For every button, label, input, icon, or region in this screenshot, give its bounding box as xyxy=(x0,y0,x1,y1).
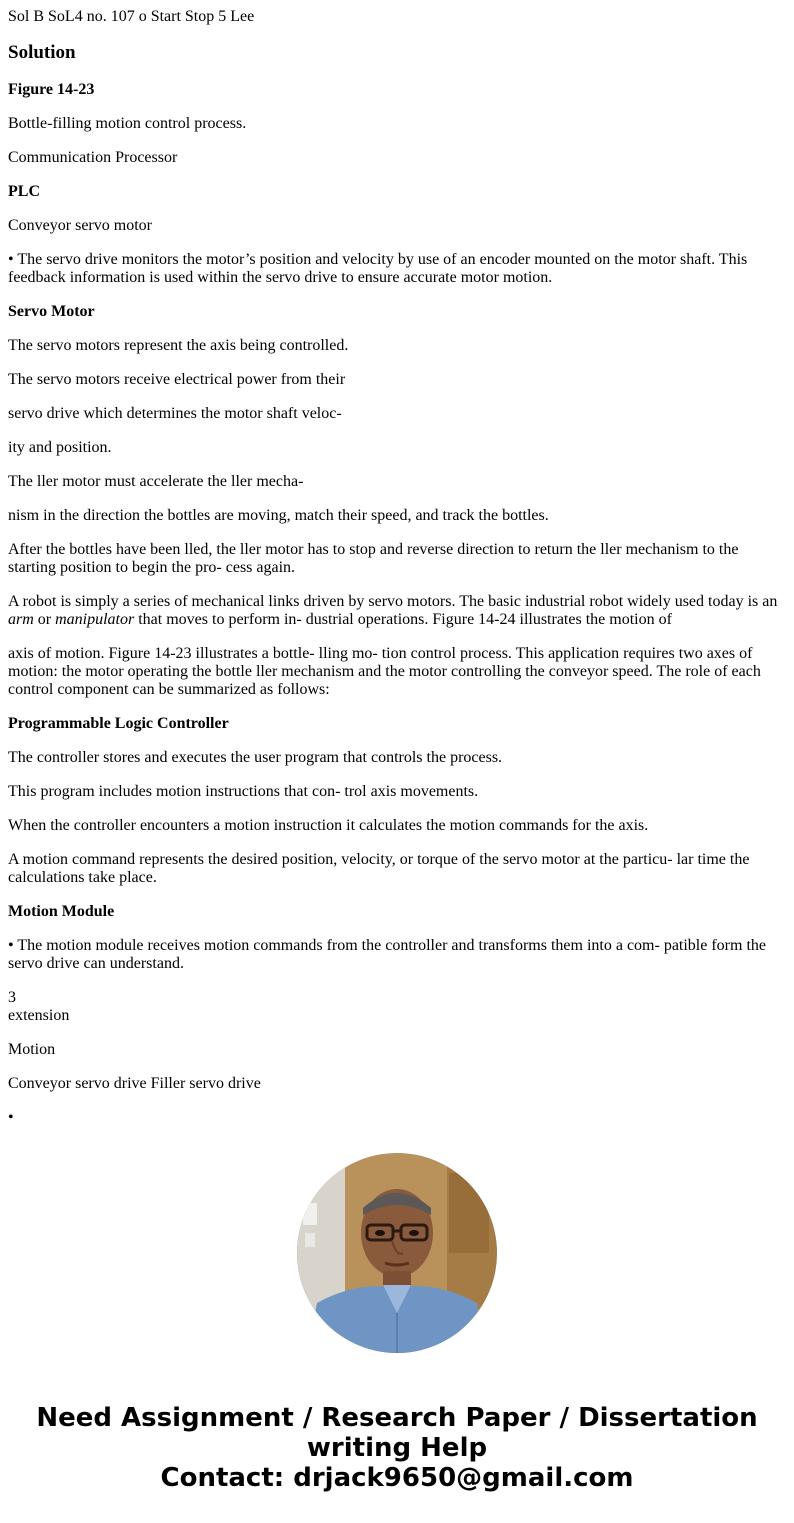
label-plc: PLC xyxy=(8,183,40,200)
servo-paragraph-2: The servo motors receive electrical power from their xyxy=(8,371,346,388)
motion-module-bullet: • The motion module receives motion commands from the controller and transforms them into a com- patible form the servo drive can understand. xyxy=(8,937,766,972)
servo-paragraph-3: servo drive which determines the motor shaft veloc- xyxy=(8,405,342,422)
robot-text-1: A robot is simply a series of mechanical links driven by servo motors. The basic industrial robot widely used today is an xyxy=(8,593,778,610)
footer-advertisement xyxy=(0,1403,794,1493)
motion-module-heading: Motion Module xyxy=(8,903,115,920)
footer-help-line: Need Assignment / Research Paper / Dissertation writing Help xyxy=(36,1403,758,1463)
servo-paragraph-7: After the bottles have been lled, the ller motor has to stop and reverse direction to return the ller mechanism to the starting position to begin the pro- cess again. xyxy=(8,541,739,576)
robot-emphasis-manipulator: manipulator xyxy=(55,611,135,628)
plc-paragraph-1: The controller stores and executes the user program that controls the process. xyxy=(8,749,503,766)
plc-heading: Programmable Logic Controller xyxy=(8,715,229,732)
label-servo-drives: Conveyor servo drive Filler servo drive xyxy=(8,1075,261,1092)
trailing-bullet: • xyxy=(8,1109,14,1126)
robot-text-3: that moves to perform in- dustrial operations. Figure 14-24 illustrates the motion of xyxy=(134,611,672,628)
header-line: Sol B SoL4 no. 107 o Start Stop 5 Lee xyxy=(8,8,255,25)
plc-paragraph-3: When the controller encounters a motion instruction it calculates the motion commands for the axis. xyxy=(8,817,649,834)
figure-caption: Bottle-filling motion control process. xyxy=(8,115,247,132)
figure-label: Figure 14-23 xyxy=(8,81,95,98)
figure-labels-block xyxy=(8,989,786,1025)
robot-emphasis-arm: arm xyxy=(8,611,34,628)
avatar-portrait-image xyxy=(297,1153,497,1353)
robot-text-2: or xyxy=(33,611,56,628)
footer-contact-line: Contact: drjack9650@gmail.com xyxy=(160,1463,634,1493)
servo-motor-heading: Servo Motor xyxy=(8,303,95,320)
robot-paragraph xyxy=(8,593,786,629)
avatar-photo xyxy=(297,1153,497,1353)
servo-paragraph-5: The ller motor must accelerate the ller mecha- xyxy=(8,473,304,490)
servo-drive-bullet: • The servo drive monitors the motor’s position and velocity by use of an encoder mounted on the motor shaft. This feedback information is used within the servo drive to ensure accurate motor motion. xyxy=(8,251,748,286)
servo-paragraph-4: ity and position. xyxy=(8,439,112,456)
servo-paragraph-1: The servo motors represent the axis being controlled. xyxy=(8,337,349,354)
label-3: 3 xyxy=(8,989,16,1006)
axis-paragraph: axis of motion. Figure 14-23 illustrates a bottle- lling mo- tion control process. This application requires two axes of motion: the motor operating the bottle ller mechanism and the motor controlling the conveyor speed. The role of each control component can be summarized as follows: xyxy=(8,645,761,698)
plc-paragraph-2: This program includes motion instructions that con- trol axis movements. xyxy=(8,783,479,800)
label-conveyor-motor: Conveyor servo motor xyxy=(8,217,152,234)
label-communication-processor: Communication Processor xyxy=(8,149,178,166)
label-extension: extension xyxy=(8,1007,70,1024)
label-motion: Motion xyxy=(8,1041,56,1058)
author-avatar xyxy=(297,1153,497,1353)
plc-paragraph-4: A motion command represents the desired position, velocity, or torque of the servo motor at the particu- lar time the calculations take place. xyxy=(8,851,750,886)
servo-paragraph-6: nism in the direction the bottles are moving, match their speed, and track the bottles. xyxy=(8,507,549,524)
solution-heading: Solution xyxy=(8,42,76,63)
